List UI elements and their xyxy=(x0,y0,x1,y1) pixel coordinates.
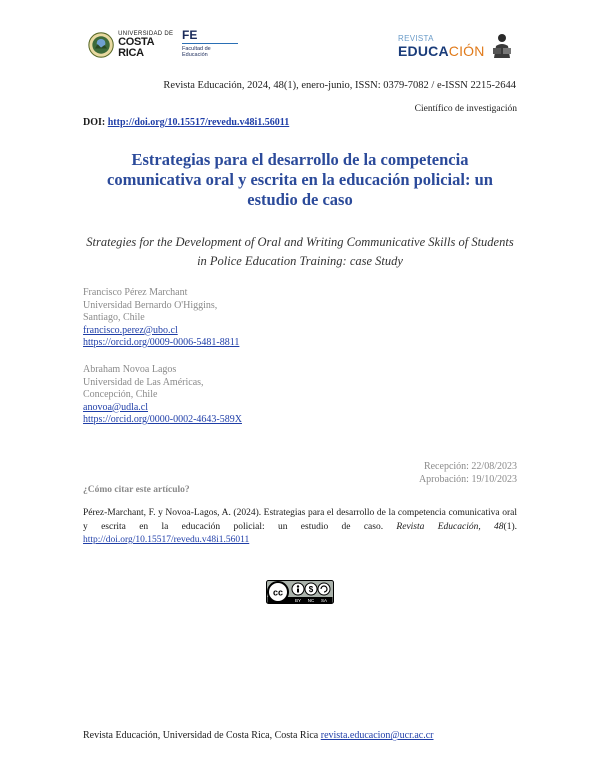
author-email-link[interactable]: anovoa@udla.cl xyxy=(83,401,149,413)
fe-label: FE xyxy=(182,28,198,42)
author-name: Francisco Pérez Marchant xyxy=(83,287,188,298)
citation-issue: (1). xyxy=(503,521,517,532)
author-name: Abraham Novoa Lagos xyxy=(83,364,177,375)
fe-logo xyxy=(182,28,238,59)
fe-sub1: Facultad de xyxy=(182,46,211,52)
author-affiliation: Universidad de Las Américas, xyxy=(83,376,204,388)
footer-text: Revista Educación, Universidad de Costa Rica, Costa Rica xyxy=(83,730,321,741)
doi-line xyxy=(83,117,289,128)
title-english: Strategies for the Development of Oral and Writing Communicative Skills of Students in Police Education Training: case Study xyxy=(86,235,514,268)
educacion-bold: EDUCA xyxy=(398,43,449,59)
by-label: BY xyxy=(294,598,302,603)
fe-sub2: Educación xyxy=(182,52,208,59)
fe-divider xyxy=(182,43,238,44)
by-person-icon xyxy=(297,585,299,587)
article-section: Científico de investigación xyxy=(414,104,517,114)
title-spanish: Estrategias para el desarrollo de la competencia comunicativa oral y escrita en la educación policial: un estudio de caso xyxy=(107,150,493,209)
sa-label: SA xyxy=(320,598,328,603)
ucr-line2: COSTA RICA xyxy=(118,36,154,59)
footer-email-link[interactable]: revista.educacion@ucr.ac.cr xyxy=(320,730,434,741)
author-affiliation: Universidad Bernardo O'Higgins, xyxy=(83,299,218,311)
cite-question: ¿Cómo citar este artículo? xyxy=(83,485,190,495)
ucr-seal-icon xyxy=(88,30,114,60)
nc-label: NC xyxy=(307,598,315,603)
cc-by-nc-sa-license-badge[interactable] xyxy=(266,580,334,604)
doi-label: DOI: xyxy=(83,117,108,128)
received-date: Recepción: 22/08/2023 xyxy=(423,461,517,472)
author-location: Santiago, Chile xyxy=(83,312,145,323)
author-location: Concepción, Chile xyxy=(83,389,158,400)
doi-link[interactable]: http://doi.org/10.15517/revedu.v48i1.56011 xyxy=(107,117,290,128)
citation-main: Pérez-Marchant, F. y Novoa-Lagos, A. (2024). Estrategias para el desarrollo de la competencia comunicativa oral y escrita en la educación policial: un estudio de caso. xyxy=(83,508,517,532)
ucr-logo xyxy=(88,28,174,62)
author-block-2 xyxy=(83,364,383,427)
journal-citation-line: Revista Educación, 2024, 48(1), enero-junio, ISSN: 0379-7082 / e-ISSN 2215-2644 xyxy=(163,80,516,91)
revista-label: REVISTA xyxy=(398,34,434,43)
cc-icon: cc xyxy=(272,587,284,598)
approved-date: Aprobación: 19/10/2023 xyxy=(418,474,517,485)
author-email-link[interactable]: francisco.perez@ubo.cl xyxy=(83,324,178,336)
page-footer xyxy=(83,730,434,741)
nc-dollar-icon: $ xyxy=(308,585,314,594)
author-orcid-link[interactable]: https://orcid.org/0000-0002-4643-589X xyxy=(83,414,242,425)
author-block-1 xyxy=(83,287,383,350)
ucr-line1: UNIVERSIDAD DE xyxy=(118,31,174,37)
author-orcid-link[interactable]: https://orcid.org/0009-0006-5481-8811 xyxy=(83,337,240,348)
reader-figure-icon xyxy=(488,32,516,60)
citation-text xyxy=(83,507,517,548)
submission-dates xyxy=(300,460,517,486)
educacion-light: CIÓN xyxy=(448,43,485,59)
citation-journal: Revista Educación, 48 xyxy=(396,521,504,532)
citation-doi-link[interactable]: http://doi.org/10.15517/revedu.v48i1.56011 xyxy=(83,535,250,545)
